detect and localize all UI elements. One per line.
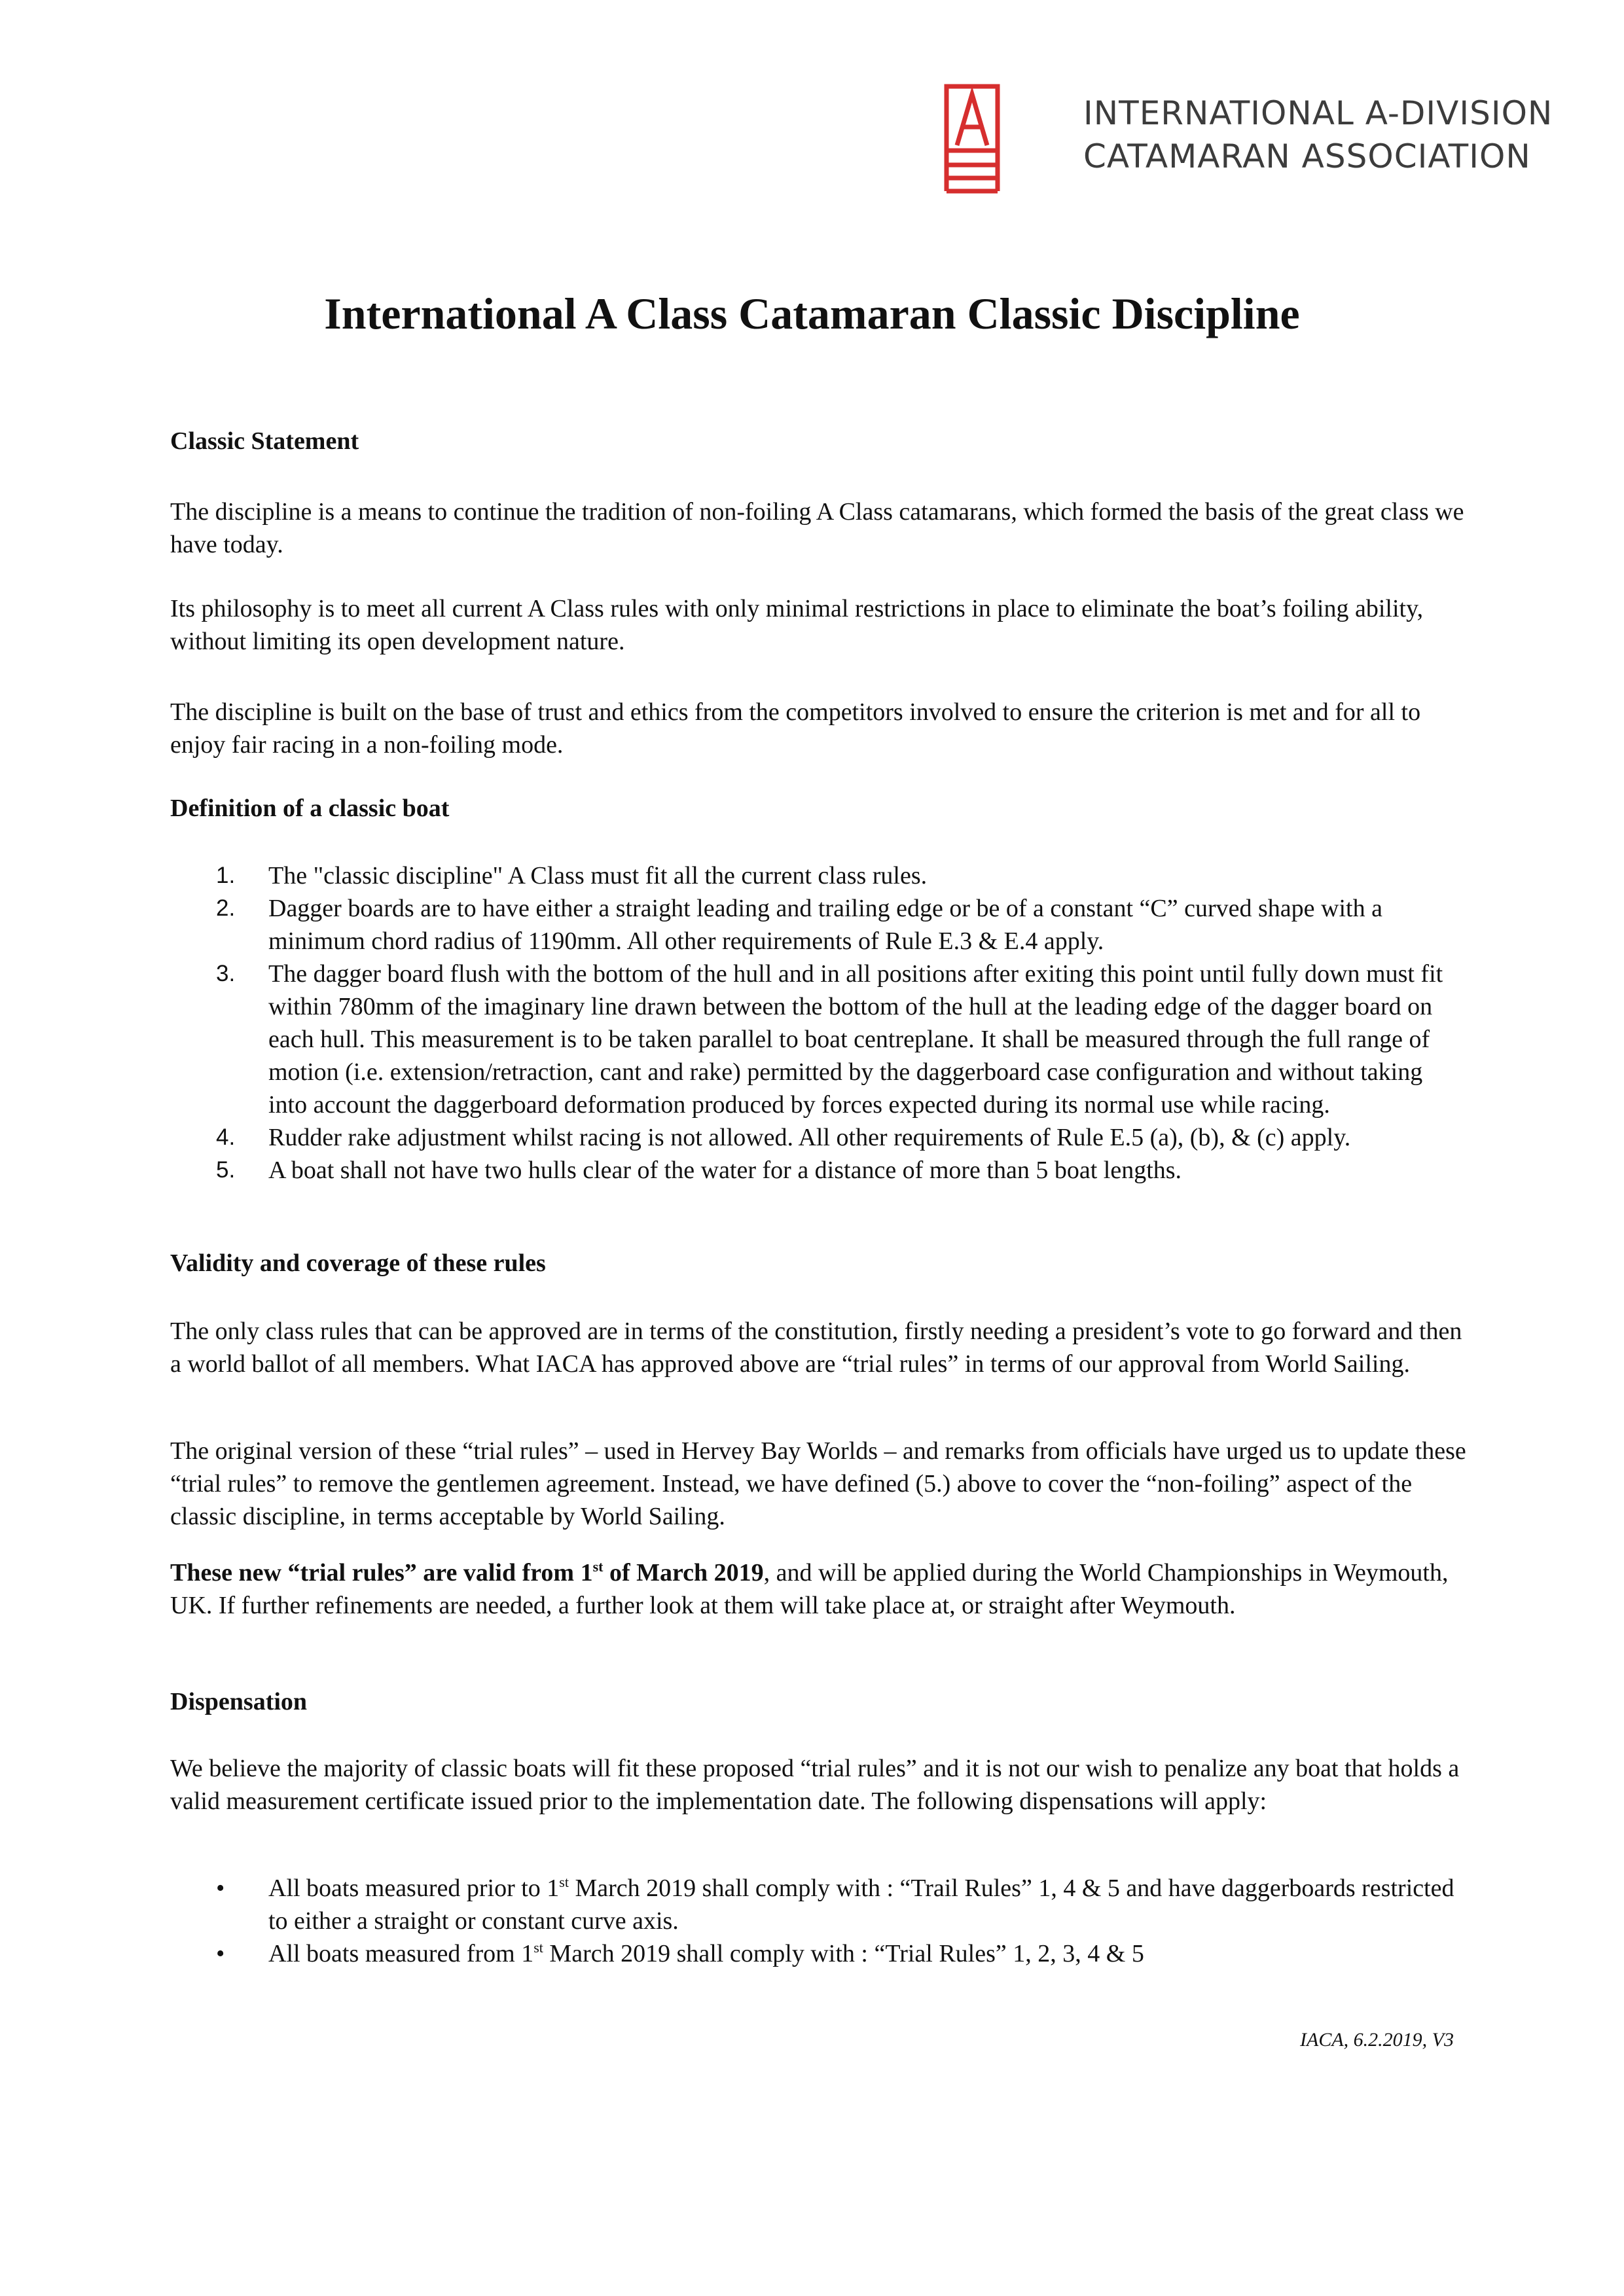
- list-item-text: Dagger boards are to have either a straight leading and trailing edge or be of a constant “C” curved shape with a minimum chord radius of 1190mm. All other requirements of Rule E.3 & E.4 apply.: [268, 895, 1382, 955]
- bullet-icon: •: [216, 1874, 225, 1902]
- document-title: International A Class Catamaran Classic Discipline: [324, 289, 1300, 338]
- classic-statement-paragraph-3: The discipline is built on the base of trust and ethics from the competitors involved to ensure the criterion is met and for all to enjoy fair racing in a non-foiling mode.: [170, 698, 1421, 759]
- list-number: 4.: [216, 1124, 236, 1150]
- organization-name-line2: CATAMARAN ASSOCIATION: [1083, 137, 1531, 175]
- bullet-icon: •: [216, 1940, 225, 1967]
- ordinal-suffix: st: [559, 1874, 569, 1890]
- list-item: [170, 1872, 1466, 1937]
- classic-statement-heading: Classic Statement: [170, 427, 359, 455]
- definition-heading: Definition of a classic boat: [170, 795, 450, 822]
- validity-bold-text: [170, 1559, 764, 1587]
- list-item-text: The "classic discipline" A Class must fit all the current class rules.: [268, 862, 928, 889]
- validity-bold-part-1: These new “trial rules” are valid from 1: [170, 1559, 593, 1587]
- list-item-text: Rudder rake adjustment whilst racing is not allowed. All other requirements of Rule E.5 (a), (b), & (c) apply.: [268, 1124, 1351, 1151]
- list-item: [170, 1937, 1466, 1970]
- validity-paragraph-2: The original version of these “trial rules” – used in Hervey Bay Worlds – and remarks from officials have urged us to update these “trial rules” to remove the gentlemen agreement. Instead, we have defined (5.) above to cover the “non-foiling” aspect of the classic discipline, in terms acceptable by World Sailing.: [170, 1437, 1466, 1530]
- list-number: 5.: [216, 1157, 236, 1183]
- list-item-text: The dagger board flush with the bottom of the hull and in all positions after exiting this point until fully down must fit within 780mm of the imaginary line drawn between the bottom of the hull at the leading edge of the dagger board on each hull. This measurement is to be taken parallel to boat centreplane. It shall be measured through the full range of motion (i.e. extension/retraction, cant and rake) permitted by the daggerboard case configuration and without taking into account the daggerboard deformation produced by forces expected during its normal use while racing.: [268, 960, 1443, 1119]
- letterhead: [943, 73, 1553, 204]
- bullet-text-part-1: All boats measured from 1: [268, 1940, 534, 1967]
- validity-heading: Validity and coverage of these rules: [170, 1249, 546, 1277]
- classic-statement-paragraph-1: The discipline is a means to continue the tradition of non-foiling A Class catamarans, which formed the basis of the great class we have today.: [170, 498, 1464, 558]
- iaca-logo-icon: [943, 82, 1001, 200]
- list-item: [170, 1121, 1466, 1154]
- organization-name: [1083, 92, 1553, 178]
- document-footer: IACA, 6.2.2019, V3: [1300, 2029, 1454, 2051]
- definition-list: [170, 859, 1466, 1187]
- list-item-text: A boat shall not have two hulls clear of the water for a distance of more than 5 boat lengths.: [268, 1157, 1182, 1184]
- ordinal-suffix: st: [533, 1939, 543, 1956]
- list-number: 2.: [216, 895, 236, 921]
- validity-paragraph-1: The only class rules that can be approved are in terms of the constitution, firstly needing a president’s vote to go forward and then a world ballot of all members. What IACA has approved above are “trial rules” in terms of our approval from World Sailing.: [170, 1318, 1462, 1378]
- ordinal-suffix: st: [592, 1558, 604, 1575]
- list-item: [170, 859, 1466, 892]
- validity-rest-text: , and will be applied during the World Championships in Weymouth, UK. If further refinements are needed, a further look at them will take place at, or straight after Weymouth.: [170, 1559, 1449, 1619]
- list-number: 1.: [216, 863, 236, 888]
- bullet-text-part-2: March 2019 shall comply with : “Trial Rules” 1, 2, 3, 4 & 5: [543, 1940, 1144, 1967]
- bullet-text-part-2: March 2019 shall comply with : “Trail Rules” 1, 4 & 5 and have daggerboards restricted to either a straight or constant curve axis.: [268, 1874, 1454, 1935]
- list-item: [170, 1154, 1466, 1187]
- list-item: [170, 892, 1466, 958]
- dispensation-list: [170, 1872, 1466, 1970]
- dispensation-heading: Dispensation: [170, 1688, 308, 1715]
- list-item: [170, 958, 1466, 1121]
- list-number: 3.: [216, 961, 236, 986]
- validity-bold-part-2: of March 2019: [603, 1559, 764, 1587]
- bullet-text-part-1: All boats measured prior to 1: [268, 1874, 560, 1902]
- classic-statement-paragraph-2: Its philosophy is to meet all current A Class rules with only minimal restrictions in place to eliminate the boat’s foiling ability, without limiting its open development nature.: [170, 595, 1424, 655]
- dispensation-paragraph: We believe the majority of classic boats will fit these proposed “trial rules” and it is not our wish to penalize any boat that holds a valid measurement certificate issued prior to the implementation date. The following dispensations will apply:: [170, 1755, 1460, 1815]
- organization-name-line1: INTERNATIONAL A-DIVISION: [1083, 94, 1553, 132]
- validity-paragraph-3: [170, 1556, 1466, 1622]
